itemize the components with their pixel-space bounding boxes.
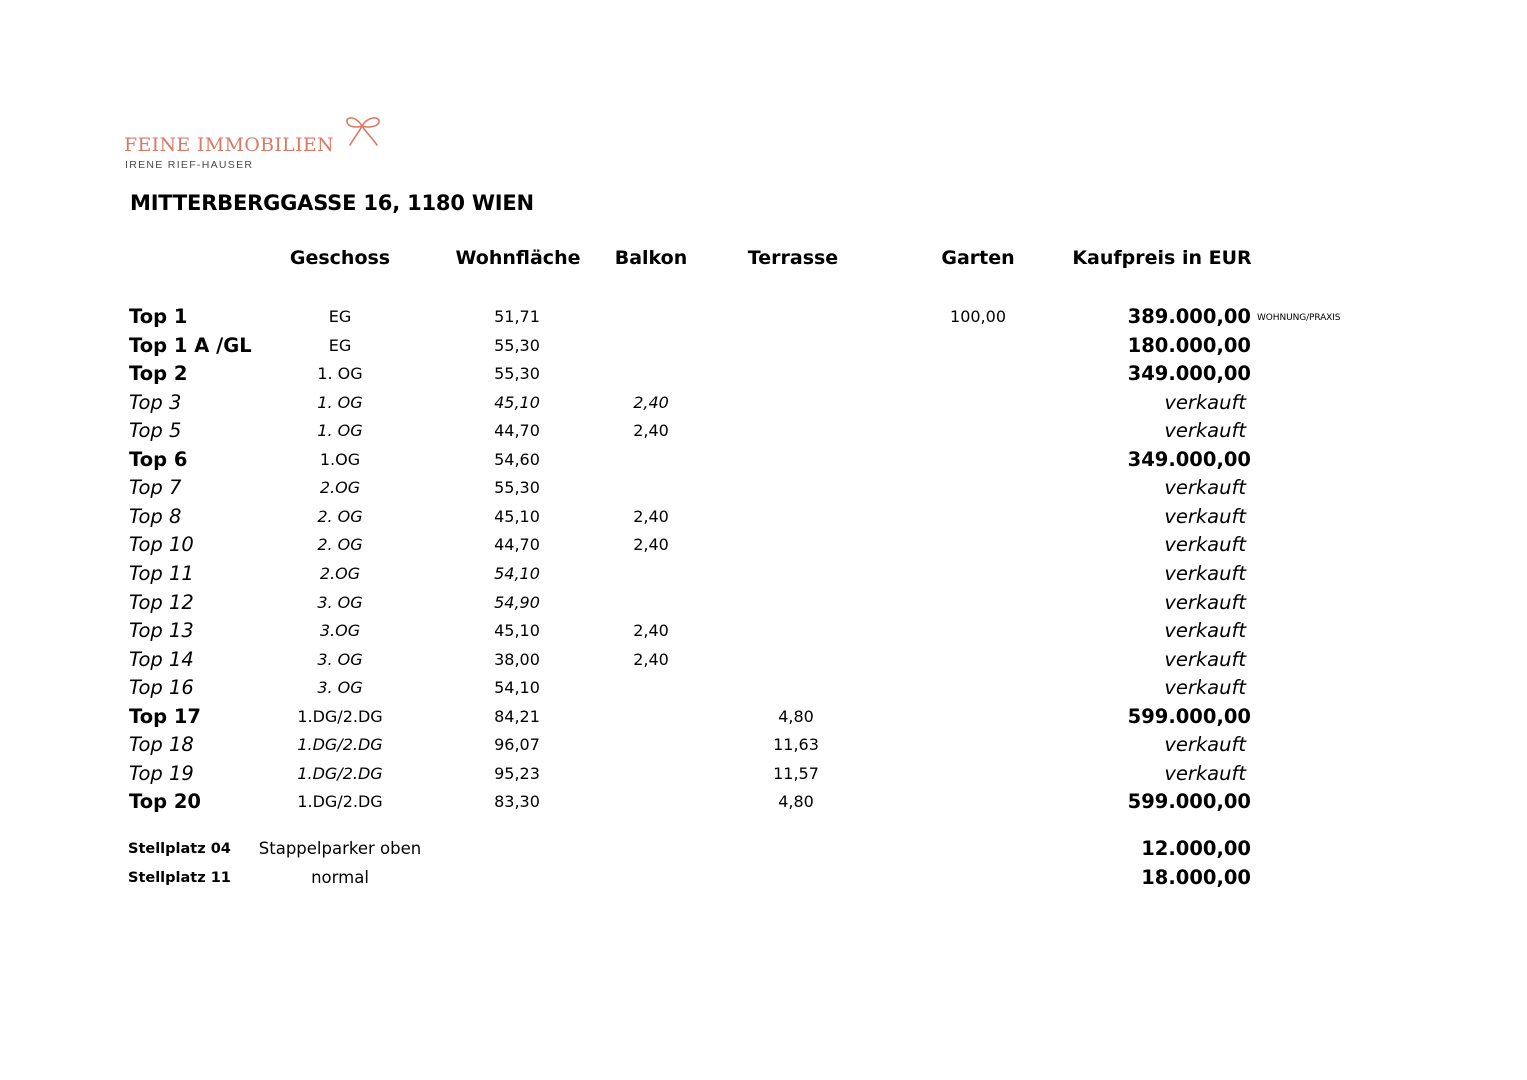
unit-name: Top 17 — [129, 704, 201, 728]
unit-sold-status: verkauft — [1164, 419, 1246, 443]
unit-price: 349.000,00 — [1127, 362, 1251, 386]
unit-floor: 1. OG — [317, 392, 363, 412]
unit-floor: 3.OG — [319, 621, 361, 641]
unit-sold-status: verkauft — [1164, 676, 1246, 700]
unit-name: Top 18 — [129, 733, 194, 757]
unit-living-area: 54,90 — [494, 592, 540, 612]
unit-name: Top 10 — [129, 533, 194, 557]
table-row — [0, 589, 1527, 617]
table-row — [0, 303, 1527, 331]
header-terrasse: Terrasse — [747, 247, 839, 269]
unit-garden: 100,00 — [950, 307, 1006, 326]
unit-balcony: 2,40 — [633, 392, 669, 412]
unit-floor: EG — [328, 307, 352, 326]
unit-terrace: 4,80 — [778, 792, 814, 812]
unit-usage-note: WOHNUNG/PRAXIS — [1257, 313, 1341, 323]
unit-name: Top 13 — [129, 619, 194, 643]
table-row — [0, 474, 1527, 502]
table-row — [0, 417, 1527, 445]
unit-floor: 3. OG — [317, 649, 363, 669]
unit-name: Top 14 — [129, 647, 194, 671]
parking-space-price: 12.000,00 — [1141, 837, 1251, 860]
unit-floor: 3. OG — [317, 678, 363, 698]
unit-balcony: 2,40 — [633, 421, 669, 441]
unit-name: Top 1 A /GL — [129, 333, 252, 357]
unit-floor: 1.DG/2.DG — [297, 792, 383, 812]
unit-sold-status: verkauft — [1164, 390, 1246, 414]
header-balkon: Balkon — [614, 247, 688, 269]
table-row — [0, 503, 1527, 531]
unit-living-area: 45,10 — [494, 506, 540, 526]
parking-space-type: Stappelparker oben — [258, 839, 422, 858]
unit-living-area: 54,60 — [494, 449, 540, 469]
logo-owner-name: IRENE RIEF-HAUSER — [125, 159, 254, 171]
unit-floor: 2.OG — [319, 563, 361, 583]
parking-space-type: normal — [311, 868, 369, 887]
unit-living-area: 84,21 — [494, 706, 540, 726]
unit-name: Top 19 — [129, 761, 194, 785]
table-row — [0, 531, 1527, 559]
unit-living-area: 55,30 — [494, 478, 540, 498]
unit-balcony: 2,40 — [633, 649, 669, 669]
table-row — [0, 703, 1527, 731]
unit-name: Top 12 — [129, 590, 194, 614]
unit-floor: 1. OG — [317, 421, 363, 441]
unit-terrace: 4,80 — [778, 706, 814, 726]
company-logo — [124, 112, 394, 174]
parking-space-name: Stellplatz 04 — [128, 841, 231, 857]
unit-name: Top 3 — [129, 390, 182, 414]
parking-space-price: 18.000,00 — [1141, 866, 1251, 889]
table-row — [0, 617, 1527, 645]
unit-floor: 2. OG — [317, 506, 363, 526]
unit-living-area: 51,71 — [494, 307, 540, 326]
unit-living-area: 54,10 — [494, 678, 540, 698]
unit-terrace: 11,63 — [773, 735, 819, 755]
parking-space-name: Stellplatz 11 — [128, 870, 231, 886]
unit-living-area: 83,30 — [494, 792, 540, 812]
unit-floor: 3. OG — [317, 592, 363, 612]
logo-company-name: FEINE IMMOBILIEN — [124, 134, 334, 156]
unit-living-area: 95,23 — [494, 763, 540, 783]
table-row — [0, 646, 1527, 674]
unit-sold-status: verkauft — [1164, 561, 1246, 585]
parking-row — [0, 835, 1527, 863]
unit-floor: 1. OG — [317, 364, 363, 384]
unit-name: Top 1 — [129, 305, 188, 328]
unit-living-area: 45,10 — [494, 392, 540, 412]
ribbon-bow-icon — [342, 114, 382, 148]
unit-sold-status: verkauft — [1164, 476, 1246, 500]
unit-balcony: 2,40 — [633, 535, 669, 555]
unit-floor: 2. OG — [317, 535, 363, 555]
unit-sold-status: verkauft — [1164, 647, 1246, 671]
unit-price: 599.000,00 — [1127, 704, 1251, 728]
table-row — [0, 332, 1527, 360]
unit-floor: 1.DG/2.DG — [297, 706, 383, 726]
unit-price: 180.000,00 — [1127, 333, 1251, 357]
header-garten: Garten — [941, 247, 1015, 269]
unit-name: Top 2 — [129, 362, 188, 386]
table-row — [0, 560, 1527, 588]
unit-living-area: 38,00 — [494, 649, 540, 669]
table-row — [0, 674, 1527, 702]
table-row — [0, 760, 1527, 788]
unit-floor: 2.OG — [319, 478, 361, 498]
unit-sold-status: verkauft — [1164, 619, 1246, 643]
unit-floor: 1.DG/2.DG — [297, 735, 383, 755]
unit-sold-status: verkauft — [1164, 533, 1246, 557]
unit-sold-status: verkauft — [1164, 504, 1246, 528]
parking-row — [0, 864, 1527, 892]
table-row — [0, 360, 1527, 388]
unit-name: Top 8 — [129, 504, 182, 528]
unit-sold-status: verkauft — [1164, 590, 1246, 614]
property-address-title: MITTERBERGGASSE 16, 1180 WIEN — [130, 191, 534, 215]
unit-name: Top 20 — [129, 790, 201, 814]
unit-price: 349.000,00 — [1127, 447, 1251, 471]
table-row — [0, 788, 1527, 816]
unit-terrace: 11,57 — [773, 763, 819, 783]
unit-living-area: 44,70 — [494, 535, 540, 555]
table-row — [0, 731, 1527, 759]
unit-living-area: 55,30 — [494, 335, 540, 355]
unit-living-area: 44,70 — [494, 421, 540, 441]
table-row — [0, 389, 1527, 417]
unit-balcony: 2,40 — [633, 621, 669, 641]
unit-sold-status: verkauft — [1164, 761, 1246, 785]
unit-name: Top 11 — [129, 561, 194, 585]
table-row — [0, 446, 1527, 474]
unit-name: Top 16 — [129, 676, 194, 700]
unit-price: 599.000,00 — [1127, 790, 1251, 814]
header-geschoss: Geschoss — [289, 247, 391, 269]
unit-name: Top 5 — [129, 419, 182, 443]
unit-floor: 1.OG — [319, 449, 361, 469]
unit-living-area: 96,07 — [494, 735, 540, 755]
unit-price: 389.000,00 — [1127, 305, 1251, 328]
unit-balcony: 2,40 — [633, 506, 669, 526]
unit-living-area: 45,10 — [494, 621, 540, 641]
unit-name: Top 7 — [129, 476, 182, 500]
unit-floor: 1.DG/2.DG — [297, 763, 383, 783]
unit-living-area: 54,10 — [494, 563, 540, 583]
header-kaufpreis: Kaufpreis in EUR — [1072, 247, 1252, 269]
header-wohnflaeche: Wohnfläche — [455, 247, 581, 269]
unit-sold-status: verkauft — [1164, 733, 1246, 757]
unit-name: Top 6 — [129, 447, 188, 471]
unit-living-area: 55,30 — [494, 364, 540, 384]
unit-floor: EG — [328, 335, 352, 355]
